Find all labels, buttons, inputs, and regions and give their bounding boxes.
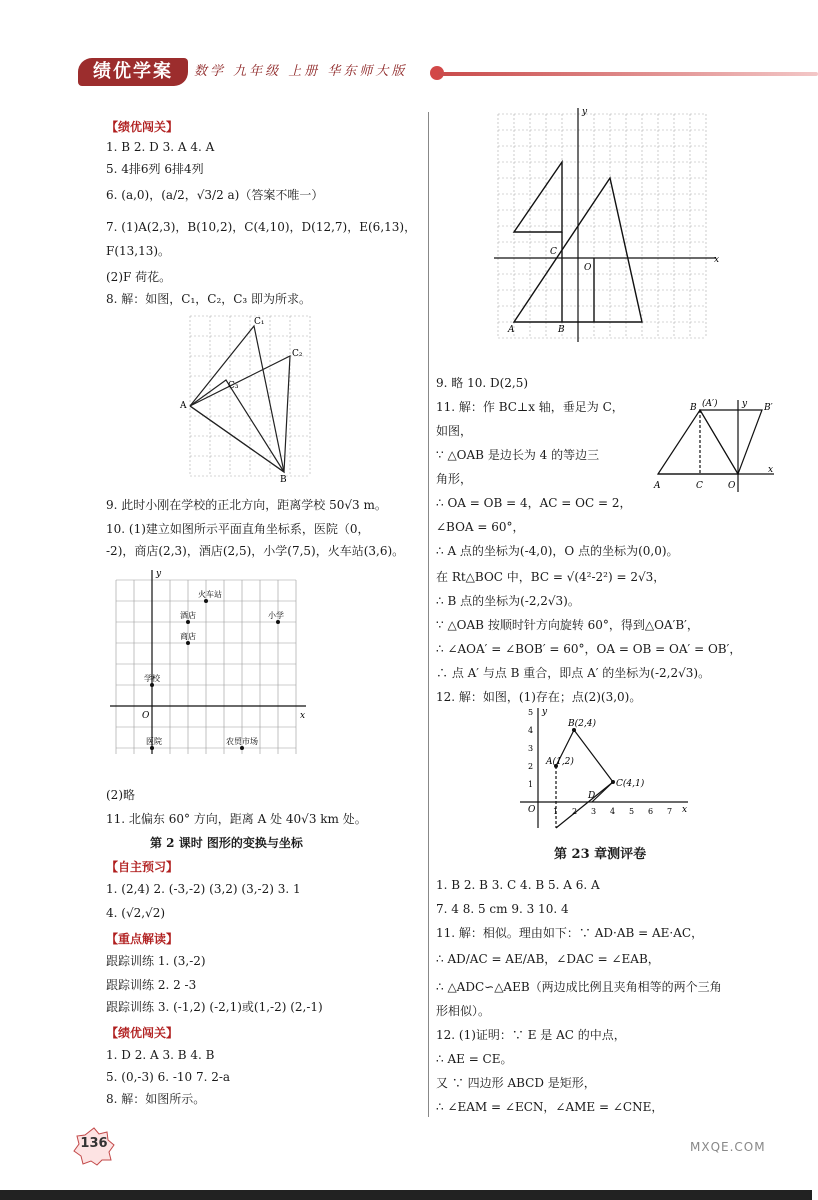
answer-line: 1. D 2. A 3. B 4. B [106, 1048, 215, 1062]
section-heading: 【自主预习】 [106, 860, 179, 874]
label-o: O [728, 481, 736, 491]
lesson-title: 第 2 课时 图形的变换与坐标 [150, 836, 303, 850]
answer-line: 角形， [436, 472, 473, 486]
answer-line: 1. (2,4) 2. (-3,-2) (3,2) (3,-2) 3. 1 [106, 882, 301, 896]
answer-line: (2)略 [106, 788, 135, 802]
label-primary-school: 小学 [268, 611, 284, 620]
answer-line: ∵ △OAB 按顺时针方向旋转 60°，得到△OA′B′， [436, 618, 699, 632]
answer-line: 跟踪训练 1. (3,-2) [106, 954, 206, 968]
answer-line: 12. (1)证明：∵ E 是 AC 的中点， [436, 1028, 626, 1042]
label-c: C [696, 481, 703, 491]
answer-line: (2)F 荷花。 [106, 270, 172, 284]
answer-line: ∴ ∠EAM = ∠ECN，∠AME = ∠CNE， [436, 1100, 664, 1114]
header-rule [438, 72, 818, 76]
answer-line: 12. 解：如图，(1)存在；点(2)(3,0)。 [436, 690, 642, 704]
label-b: B [280, 475, 287, 485]
label-b: B [690, 403, 697, 413]
answer-line: 9. 略 10. D(2,5) [436, 376, 529, 390]
origin-label: O [528, 805, 536, 815]
label-a: A [508, 325, 515, 335]
tick-x: 1 [553, 807, 559, 816]
watermark: MXQE.COM [690, 1140, 766, 1154]
tick-y: 1 [528, 780, 534, 789]
axis-x-label: x [768, 465, 774, 475]
label-hotel: 酒店 [180, 611, 196, 620]
answer-line: ∵ △OAB 是边长为 4 的等边三 [436, 448, 600, 462]
column-divider [428, 112, 429, 1117]
figure-q10 [110, 566, 310, 758]
figure-q8 [180, 314, 320, 485]
answer-line: 7. 4 8. 5 cm 9. 3 10. 4 [436, 902, 569, 916]
figure-q8-transform [490, 106, 722, 346]
answer-line: 跟踪训练 2. 2 -3 [106, 978, 197, 992]
chapter-test-title: 第 23 章测评卷 [554, 847, 647, 862]
tick-y: 5 [528, 708, 534, 717]
answer-line: 在 Rt△BOC 中，BC = √(4²-2²) = 2√3， [436, 570, 666, 584]
label-shop: 商店 [180, 632, 196, 641]
answer-line: 又 ∵ 四边形 ABCD 是矩形， [436, 1076, 596, 1090]
answer-line: 跟踪训练 3. (-1,2) (-2,1)或(1,-2) (2,-1) [106, 1000, 323, 1014]
axis-y-label: y [582, 107, 588, 117]
axis-y-label: y [742, 399, 748, 409]
label-c-point: C(4,1) [616, 779, 645, 789]
answer-line: -2)，商店(2,3)，酒店(2,5)，小学(7,5)，火车站(3,6)。 [106, 544, 405, 558]
axis-x-label: x [682, 805, 688, 815]
label-c1: C₁ [254, 317, 265, 327]
label-d-point: D [588, 791, 596, 801]
answer-line: 形相似）。 [436, 1004, 491, 1018]
tick-y: 4 [528, 726, 534, 735]
label-school: 学校 [144, 674, 160, 683]
figure-q11 [654, 396, 778, 496]
answer-line: 8. 解：如图，C₁，C₂，C₃ 即为所求。 [106, 292, 312, 306]
answer-line: 10. (1)建立如图所示平面直角坐标系，医院（0， [106, 522, 370, 536]
tick-y: 2 [528, 762, 534, 771]
tick-y: 3 [528, 744, 534, 753]
section-heading: 【重点解读】 [106, 932, 179, 946]
figure-q12 [516, 704, 696, 834]
label-c2: C₂ [292, 349, 303, 359]
answer-line: ∴ ∠AOA′ = ∠BOB′ = 60°，OA = OB = OA′ = OB′， [436, 642, 742, 656]
answer-line: 4. (√2,√2) [106, 906, 166, 920]
answer-line: ∴ △ADC∽△AEB（两边成比例且夹角相等的两个三角 [436, 980, 722, 994]
answer-line: 5. (0,-3) 6. -10 7. 2-a [106, 1070, 231, 1084]
section-heading: 【绩优闯关】 [106, 1026, 179, 1040]
answer-line: ∴ AE = CE。 [436, 1052, 513, 1066]
label-b-prime: B′ [764, 403, 773, 413]
tick-x: 3 [591, 807, 597, 816]
tick-x: 2 [572, 807, 578, 816]
origin-label: O [142, 711, 150, 721]
label-a: A [654, 481, 661, 491]
answer-line: 1. B 2. D 3. A 4. A [106, 140, 215, 154]
axis-x-label: x [300, 711, 306, 721]
label-train-station: 火车站 [198, 590, 222, 599]
answer-line: 7. (1)A(2,3)，B(10,2)，C(4,10)，D(12,7)，E(6,13)， [106, 220, 417, 234]
axis-x-label: x [714, 255, 720, 265]
label-b-point: B(2,4) [568, 719, 596, 729]
answer-line: ∴ 点 A′ 与点 B 重合，即点 A′ 的坐标为(-2,2√3)。 [436, 666, 711, 680]
answer-line: 8. 解：如图所示。 [106, 1092, 206, 1106]
label-c: C [550, 247, 557, 257]
label-a-point: A(1,2) [546, 757, 574, 767]
answer-line: 11. 解：相似。理由如下：∵ AD·AB = AE·AC， [436, 926, 704, 940]
tick-x: 7 [667, 807, 673, 816]
answer-line: ∴ A 点的坐标为(-4,0)，O 点的坐标为(0,0)。 [436, 544, 679, 558]
answer-line: ∴ B 点的坐标为(-2,2√3)。 [436, 594, 580, 608]
origin-label: O [584, 263, 592, 273]
tick-x: 6 [648, 807, 654, 816]
answer-line: ∠BOA = 60°， [436, 520, 525, 534]
label-b: B [558, 325, 565, 335]
answer-line: F(13,13)。 [106, 244, 171, 258]
label-c3: C₃ [228, 381, 239, 391]
answer-line: 9. 此时小刚在学校的正北方向，距离学校 50√3 m。 [106, 498, 387, 512]
answer-line: 6. (a,0)，(a/2，√3/2 a)（答案不唯一） [106, 188, 324, 202]
label-a: A [180, 401, 187, 411]
axis-y-label: y [156, 569, 162, 579]
axis-y-label: y [542, 707, 548, 717]
answer-line: ∴ AD/AC = AE/AB，∠DAC = ∠EAB， [436, 952, 660, 966]
answer-line: 11. 解：作 BC⊥x 轴，垂足为 C， [436, 400, 624, 414]
section-heading: 【绩优闯关】 [106, 120, 179, 134]
bottom-edge [0, 1190, 812, 1200]
label-a-prime: (A′) [702, 399, 718, 409]
answer-line: 1. B 2. B 3. C 4. B 5. A 6. A [436, 878, 600, 892]
tick-x: 5 [629, 807, 635, 816]
brand-logo: 绩优学案 [78, 58, 188, 86]
label-hospital: 医院 [146, 737, 162, 746]
answer-line: ∴ OA = OB = 4，AC = OC = 2， [436, 496, 632, 510]
answer-line: 5. 4排6列 6排4列 [106, 162, 204, 176]
tick-x: 4 [610, 807, 616, 816]
page-number: 136 [80, 1136, 108, 1151]
label-market: 农贸市场 [226, 737, 258, 746]
page-header [78, 56, 818, 90]
answer-line: 如图， [436, 424, 473, 438]
book-subtitle: 数学 九年级 上册 华东师大版 [194, 64, 408, 79]
answer-line: 11. 北偏东 60° 方向，距离 A 处 40√3 km 处。 [106, 812, 367, 826]
